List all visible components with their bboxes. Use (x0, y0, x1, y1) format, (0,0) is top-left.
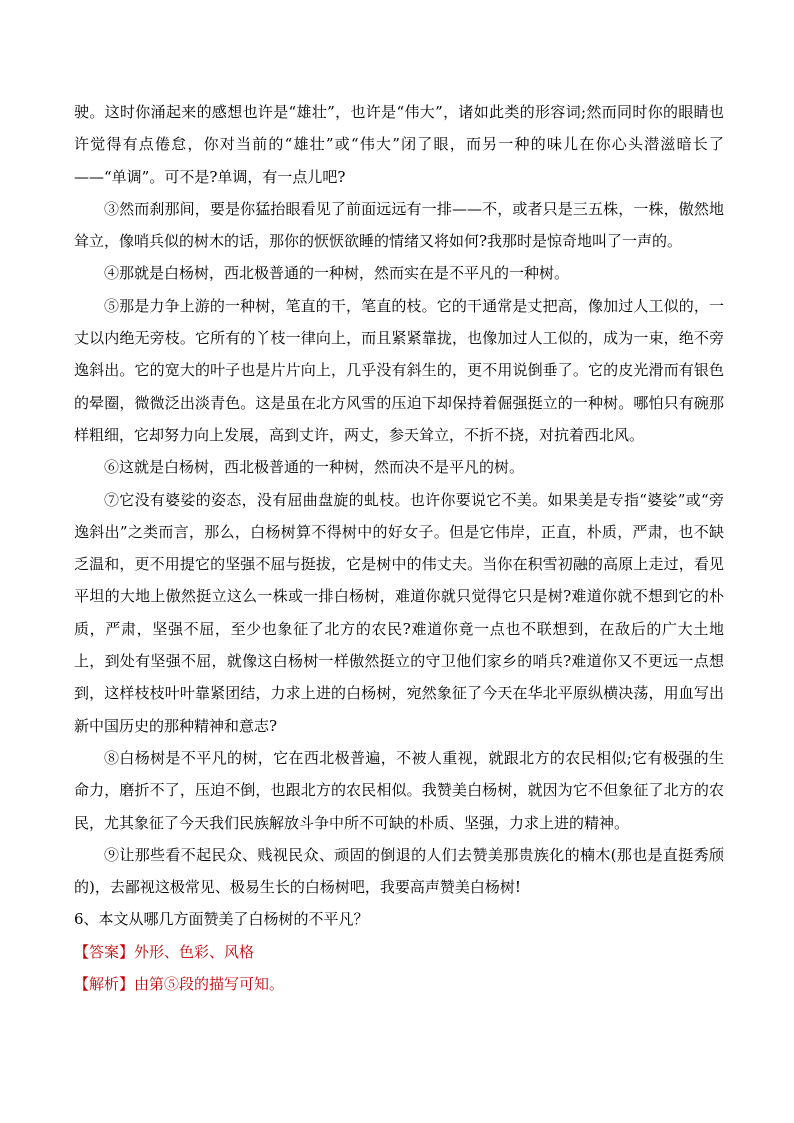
paragraph-7: ⑦它没有婆娑的姿态，没有屈曲盘旋的虬枝。也许你要说它不美。如果美是专指“婆娑”或“旁逸斜出”之类而言，那么，白杨树算不得树中的好女子。但是它伟岸，正直，朴质，严肃，也不缺乏温和，更不用提它的坚强不屈与挺拔，它是树中的伟丈夫。当你在积雪初融的高原上走过，看见平坦的大地上傲然挺立这么一株或一排白杨树，难道你就只觉得它只是树?难道你就不想到它的朴质，严肃，坚强不屈，至少也象征了北方的农民?难道你竟一点也不联想到，在敌后的广大土地上，到处有坚强不屈，就像这白杨树一样傲然挺立的守卫他们家乡的哨兵?难道你又不更远一点想到，这样枝枝叶叶靠紧团结，力求上进的白杨树，宛然象征了今天在华北平原纵横决荡，用血写出新中国历史的那种精神和意志? (74, 490, 724, 735)
analysis-text: 由第⑤段的描写可知。 (134, 975, 285, 994)
answer-text: 外形、色彩、风格 (134, 942, 255, 961)
question-text: 6、本文从哪几方面赞美了白杨树的不平凡？ (74, 910, 369, 929)
paragraph-9: ⑨让那些看不起民众、贱视民众、顽固的倒退的人们去赞美那贵族化的楠木(那也是直挺秀颀的)，去鄙视这极常见、极易生长的白杨树吧，我要高声赞美白杨树! (74, 845, 724, 897)
analysis-line (74, 968, 724, 1000)
answer-line (74, 936, 724, 968)
paragraph-6: ⑥这就是白杨树，西北极普通的一种树，然而决不是平凡的树。 (104, 458, 525, 477)
analysis-tag: 【解析】 (74, 975, 135, 994)
paragraph-continuation: 驶。这时你涌起来的感想也许是“雄壮”，也许是“伟大”，诸如此类的形容词;然而同时你的眼睛也许觉得有点倦怠，你对当前的“雄壮”或“伟大”闭了眼，而另一种的味儿在你心头潜滋暗长了——“单调”。可不是?单调，有一点儿吧? (74, 103, 724, 186)
paragraph-8: ⑧白杨树是不平凡的树，它在西北极普遍，不被人重视，就跟北方的农民相似;它有极强的生命力，磨折不了，压迫不倒，也跟北方的农民相似。我赞美白杨树，就因为它不但象征了北方的农民，尤其象征了今天我们民族解放斗争中所不可缺的朴质、坚强，力求上进的精神。 (74, 748, 724, 832)
paragraph-3: ③然而刹那间，要是你猛抬眼看见了前面远远有一排——不，或者只是三五株，一株，傲然地耸立，像哨兵似的树木的话，那你的恹恹欲睡的情绪又将如何?我那时是惊奇地叫了一声的。 (74, 199, 724, 251)
paragraph-5: ⑤那是力争上游的一种树，笔直的干，笔直的枝。它的干通常是丈把高，像加过人工似的，一丈以内绝无旁枝。它所有的丫枝一律向上，而且紧紧靠拢，也像加过人工似的，成为一束，绝不旁逸斜出。它的宽大的叶子也是片片向上，几乎没有斜生的，更不用说倒垂了。它的皮光滑而有银色的晕圈，微微泛出淡青色。这是虽在北方风雪的压迫下却保持着倔强挺立的一种树。哪怕只有碗那样粗细，它却努力向上发展，高到丈许，两丈，参天耸立，不折不挠，对抗着西北风。 (74, 296, 724, 444)
paragraph-4: ④那就是白杨树，西北极普通的一种树，然而实在是不平凡的一种树。 (104, 264, 570, 283)
answer-tag: 【答案】 (74, 942, 135, 961)
